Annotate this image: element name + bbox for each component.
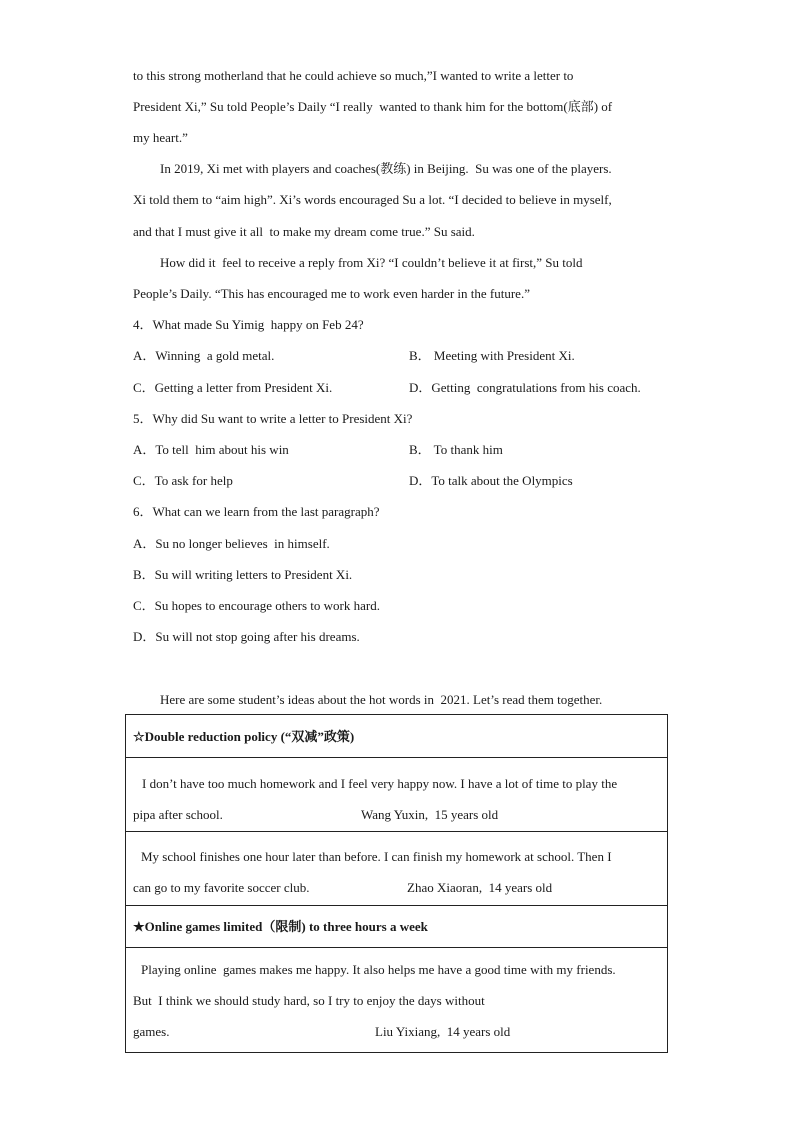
question-4-option-b[interactable]: B． Meeting with President Xi. [409,348,575,363]
entry-2-line-1: My school finishes one hour later than before. I can finish my homework at school. Then I [141,849,612,864]
question-5-option-b[interactable]: B． To thank him [409,442,503,457]
hot-words-table [125,714,668,1053]
question-6-option-c[interactable]: C．Su hopes to encourage others to work hard. [133,598,380,613]
question-6-option-d[interactable]: D．Su will not stop going after his dreams. [133,629,360,644]
question-5-option-a[interactable]: A．To tell him about his win [133,442,289,457]
question-4-option-a[interactable]: A．Winning a gold metal. [133,348,275,363]
passage-line-1: to this strong motherland that he could achieve so much,”I wanted to write a letter to [133,68,574,83]
entry-3-line-2: But I think we should study hard, so I try to enjoy the days without [133,993,485,1008]
passage-line-3: my heart.” [133,130,188,145]
question-6-option-a[interactable]: A．Su no longer believes in himself. [133,536,330,551]
question-6-option-b[interactable]: B．Su will writing letters to President Xi. [133,567,353,582]
passage-line-7: How did it feel to receive a reply from Xi? “I couldn’t believe it at first,” Su told [160,255,583,270]
entry-1-line-1: I don’t have too much homework and I feel very happy now. I have a lot of time to play the [142,776,618,791]
table-heading-online-games: ★Online games limited（限制) to three hours a week [133,919,428,934]
entry-3-author: Liu Yixiang, 14 years old [375,1024,511,1039]
passage-line-5: Xi told them to “aim high”. Xi’s words encouraged Su a lot. “I decided to believe in myself, [133,192,612,207]
question-5-option-c[interactable]: C．To ask for help [133,473,233,488]
passage-line-6: and that I must give it all to make my dream come true.” Su said. [133,224,475,239]
question-5-option-d[interactable]: D．To talk about the Olympics [409,473,573,488]
table-heading-double-reduction: ☆Double reduction policy (“双减”政策) [133,729,355,744]
question-4-option-c[interactable]: C．Getting a letter from President Xi. [133,380,333,395]
table-entry-row-2 [126,832,667,906]
question-4-option-d[interactable]: D．Getting congratulations from his coach. [409,380,641,395]
table-entry-row-1 [126,758,667,832]
entry-3-line-3: games. [133,1024,170,1039]
question-5-stem: 5．Why did Su want to write a letter to President Xi? [133,411,413,426]
question-6-stem: 6．What can we learn from the last paragraph? [133,504,380,519]
entry-2-author: Zhao Xiaoran, 14 years old [407,880,553,895]
entry-1-author: Wang Yuxin, 15 years old [361,807,499,822]
passage-line-4: In 2019, Xi met with players and coaches(教练) in Beijing. Su was one of the players. [160,161,612,176]
entry-1-line-2: pipa after school. [133,807,223,822]
table-heading-row-2 [126,906,667,948]
entry-3-line-1: Playing online games makes me happy. It also helps me have a good time with my friends. [141,962,616,977]
passage-line-2: President Xi,” Su told People’s Daily “I really wanted to thank him for the bottom(底部) of [133,99,613,114]
table-heading-row-1 [126,715,667,758]
section-intro: Here are some student’s ideas about the hot words in 2021. Let’s read them together. [160,692,603,707]
entry-2-line-2: can go to my favorite soccer club. [133,880,310,895]
table-entry-row-3 [126,948,667,1052]
question-4-stem: 4．What made Su Yimig happy on Feb 24? [133,317,364,332]
passage-line-8: People’s Daily. “This has encouraged me to work even harder in the future.” [133,286,530,301]
